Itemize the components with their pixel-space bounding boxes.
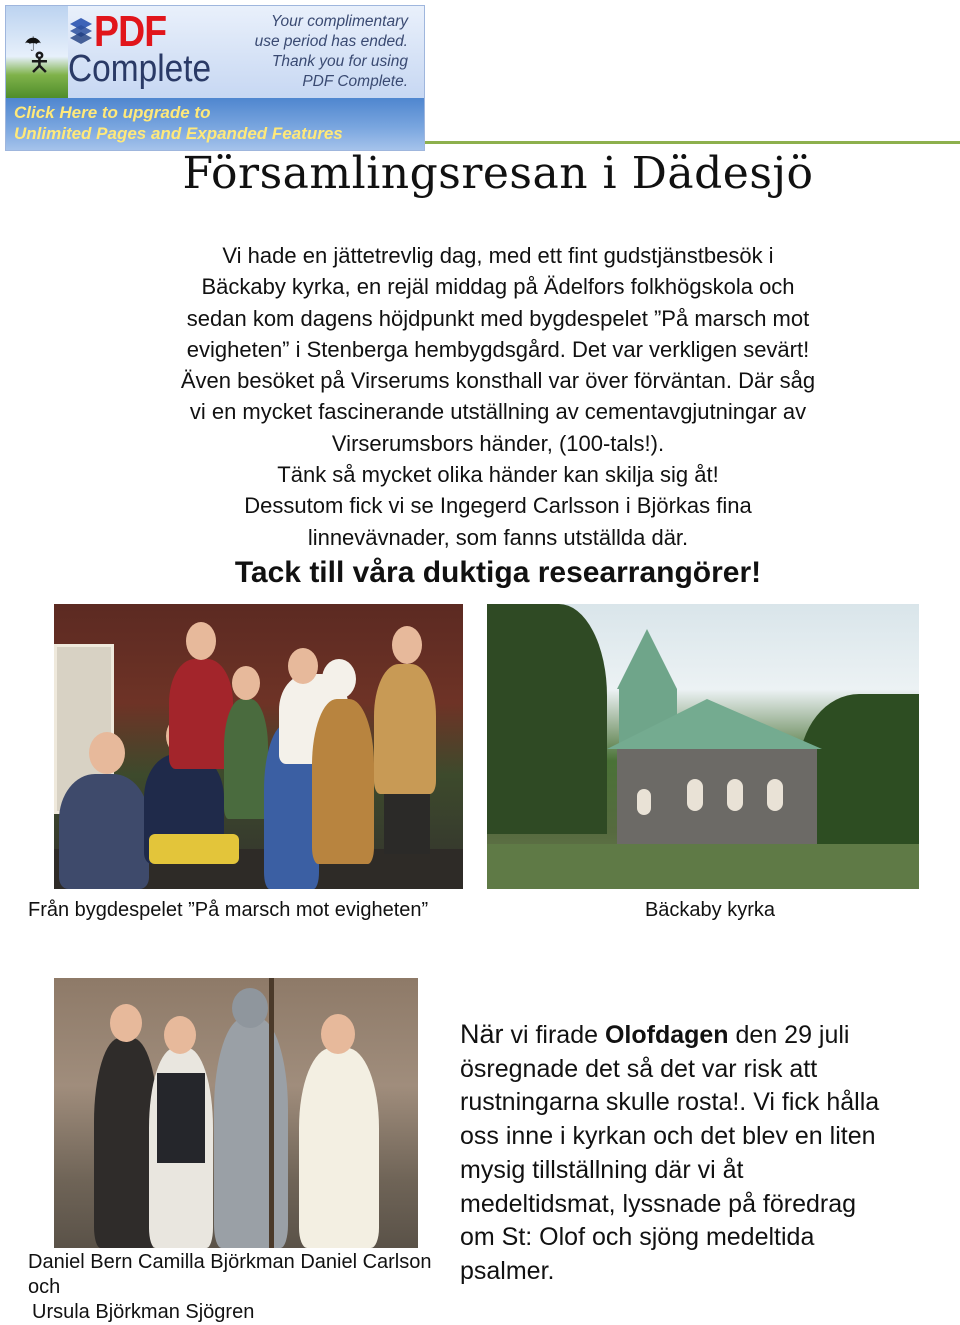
intro-line: Bäckaby kyrka, en rejäl middag på Ädelfors folkhögskola och [201,274,795,300]
banner-top [6,6,424,98]
umbrella-icon: ☂ [24,32,42,56]
olofdagen-line: oss inne i kyrkan och det blev en liten [460,1122,876,1151]
face-shape [232,666,260,700]
upgrade-link[interactable] [6,98,424,151]
olofdagen-first-line [460,1018,930,1053]
layers-logo-icon [68,16,94,44]
logo-complete-text: Complete [68,48,212,90]
face-shape [89,732,125,774]
olof-word-nar: När [460,1019,504,1049]
face-shape [321,1014,355,1054]
expired-message-line: Your complimentary [271,13,408,30]
olof-word-olofdagen: Olofdagen [604,1021,729,1049]
intro-line: Tänk så mycket olika händer kan skilja sig åt! [277,462,719,488]
jumping-man-icon: 🯅 [28,48,51,78]
group-photo [54,978,418,1248]
olofdagen-line: ösregnade det så det var risk att [460,1054,818,1083]
olofdagen-paragraph [460,1018,930,1289]
page-title: Församlingsresan i Dädesjö [182,148,814,199]
tree-shape [487,604,607,834]
logo-pdf-text: PDF [94,7,167,56]
olof-text-segment: den 29 juli [728,1021,850,1049]
intro-line: evigheten” i Stenberga hembygdsgård. Det var verkligen sevärt! [186,336,810,362]
woman-white-dress-figure [299,1048,379,1248]
helmet-shape [232,988,268,1028]
face-shape [186,622,216,660]
bonnet-shape [322,659,356,699]
trousers-shape [384,794,430,854]
knight-armor-figure [214,1018,288,1248]
church-shape [597,629,827,859]
upgrade-link-line[interactable]: Click Here to upgrade to [14,103,211,122]
umbrella-man-image [6,6,68,98]
olof-text-segment: vi firade [503,1021,605,1049]
intro-line: Även besöket på Virserums konsthall var över förväntan. Där såg [180,368,816,394]
face-shape [110,1004,142,1042]
yellow-trousers-shape [149,834,239,864]
spear-shape [269,978,274,1248]
intro-paragraph [130,240,866,553]
church-caption: Bäckaby kyrka [644,899,776,921]
intro-line: Vi hade en jättetrevlig dag, med ett fint gudstjänstbesök i [222,243,774,268]
man-leather-vest-figure [374,664,436,794]
apron-shape [157,1073,205,1163]
olofdagen-line: om St: Olof och sjöng medeltida [460,1223,815,1252]
expired-message [218,12,408,92]
olofdagen-line: mysig tillställning där vi åt [460,1155,744,1184]
thanks-heading: Tack till våra duktiga researrangörer! [234,556,762,589]
header-rule [425,141,960,144]
intro-line: Virserumsbors händer, (100-tals!). [331,430,665,456]
lawn-shape [487,844,919,889]
group-caption-line: Daniel Bern Camilla Björkman Daniel Carlson och [28,1251,432,1298]
face-shape [392,626,422,664]
intro-line: linnevävnader, som fanns utställda där. [307,524,689,550]
play-caption: Från bygdespelet ”På marsch mot evigheten” [28,899,429,921]
intro-line: vi en mycket fascinerande utställning av cementavgjutningar av [189,399,807,425]
olofdagen-line: psalmer. [460,1256,555,1285]
olofdagen-line: medeltidsmat, lyssnade på föredrag [460,1189,857,1218]
expired-message-line: PDF Complete. [302,73,408,90]
upgrade-banner[interactable] [5,5,425,151]
woman-seated-figure [59,774,149,889]
group-caption-line: Ursula Björkman Sjögren [32,1301,255,1323]
intro-line: sedan kom dagens höjdpunkt med bygdespelet ”På marsch mot [186,305,810,331]
woman-bonnet-figure [312,699,374,864]
face-shape [288,648,318,684]
upgrade-link-line[interactable]: Unlimited Pages and Expanded Features [14,124,343,143]
face-shape [164,1016,196,1054]
expired-message-line: Thank you for using [271,53,408,70]
play-photo [54,604,463,889]
intro-line: Dessutom fick vi se Ingegerd Carlsson i Björkas fina [244,493,752,519]
child-green-figure [224,699,268,819]
olofdagen-line: rustningarna skulle rosta!. Vi fick hålla [460,1088,880,1117]
upgrade-link-text[interactable] [14,102,394,144]
group-caption [28,1250,458,1325]
church-photo [487,604,919,889]
expired-message-line: use period has ended. [254,33,408,50]
